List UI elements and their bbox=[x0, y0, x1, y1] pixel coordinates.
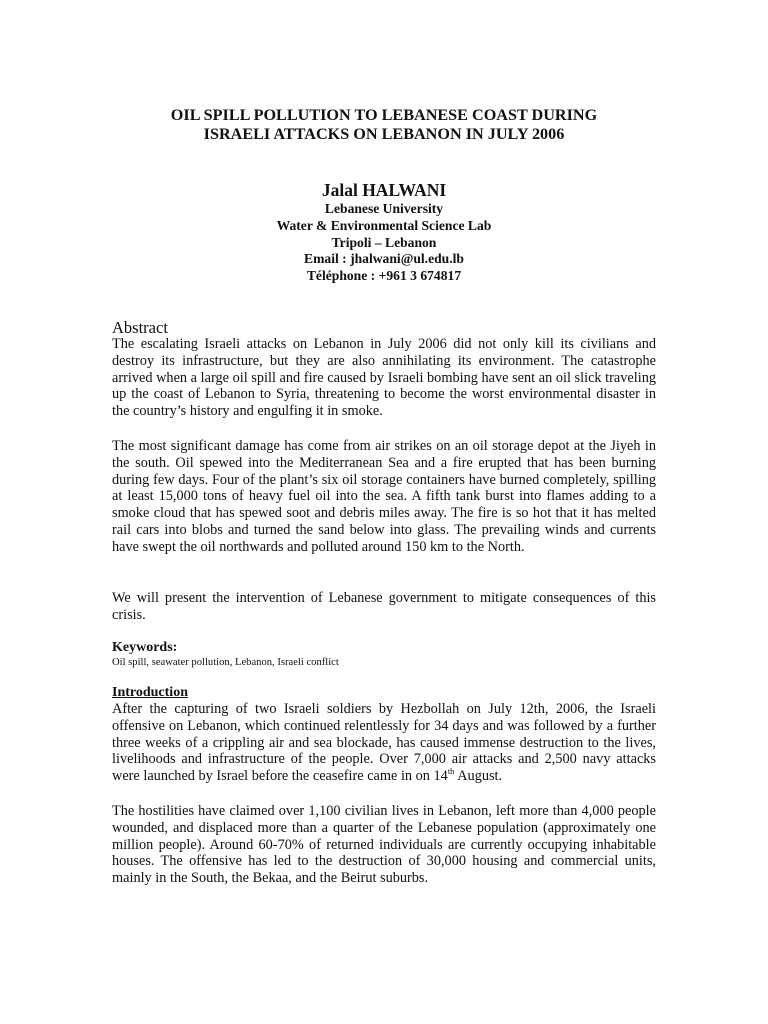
intro-p1-end: August. bbox=[454, 768, 503, 785]
introduction-paragraph-1 bbox=[112, 701, 656, 785]
abstract-paragraph-3: We will present the intervention of Lebanese government to mitigate consequences of this crisis. bbox=[112, 590, 656, 623]
affiliation-email: Email : jhalwani@ul.edu.lb bbox=[304, 251, 464, 267]
introduction-paragraph-2: The hostilities have claimed over 1,100 civilian lives in Lebanon, left more than 4,000 people wounded, and displaced more than a quarter of the Lebanese population (approximately one million people). Around 60-70% of returned individuals are currently occupying inhabitable houses. The offensive has led to the destruction of 30,000 housing and commercial units, mainly in the South, the Bekaa, and the Beirut suburbs. bbox=[112, 803, 656, 887]
abstract-paragraph-1: The escalating Israeli attacks on Lebanon in July 2006 did not only kill its civilians and destroy its infrastructure, but they are also annihilating its environment. The catastrophe arrived when a large oil spill and fire caused by Israeli bombing have sent an oil slick traveling up the coast of Lebanon to Syria, threatening to become the worst environmental disaster in the country’s history and engulfing it in smoke. bbox=[112, 336, 656, 420]
title-line-2: ISRAELI ATTACKS ON LEBANON IN JULY 2006 bbox=[203, 125, 565, 143]
intro-p1-text: After the capturing of two Israeli soldiers by Hezbollah on July 12th, 2006, the Israeli offensive on Lebanon, which continued relentlessly for 34 days and was followed by a further three weeks of a crippling air and sea blockade, has caused immense destruction to the lives, livelihoods and infrastructure of the people. Over 7,000 air attacks and 2,500 navy attacks were launched by Israel before the ceasefire came in on 14 bbox=[112, 701, 656, 785]
affiliation-university: Lebanese University bbox=[324, 201, 444, 216]
title-line-1: OIL SPILL POLLUTION TO LEBANESE COAST DURING bbox=[170, 106, 598, 124]
affiliation-lab: Water & Environmental Science Lab bbox=[276, 217, 492, 233]
affiliation-phone: Téléphone : +961 3 674817 bbox=[306, 268, 462, 284]
abstract-paragraph-2: The most significant damage has come from air strikes on an oil storage depot at the Jiyeh in the south. Oil spewed into the Mediterranean Sea and a fire erupted that has been burning during few days. Four of the plant’s six oil storage containers have burned completely, spilling at least 15,000 tons of heavy fuel oil into the sea. A fifth tank burst into flames adding to a smoke cloud that has spewed soot and debris miles away. The fire is so hot that it has melted rail cars into blobs and turned the sand below into glass. The prevailing winds and currents have swept the oil northwards and polluted around 150 km to the North. bbox=[112, 438, 656, 555]
abstract-heading: Abstract bbox=[112, 318, 168, 337]
affiliation-city: Tripoli – Lebanon bbox=[331, 234, 437, 250]
author-block bbox=[112, 180, 656, 285]
keywords-text: Oil spill, seawater pollution, Lebanon, Israeli conflict bbox=[112, 657, 339, 668]
introduction-heading: Introduction bbox=[112, 685, 188, 700]
ordinal-suffix: th bbox=[447, 766, 455, 777]
keywords-heading: Keywords: bbox=[112, 640, 178, 655]
author-name: Jalal HALWANI bbox=[321, 180, 447, 200]
paper-title bbox=[112, 106, 656, 144]
